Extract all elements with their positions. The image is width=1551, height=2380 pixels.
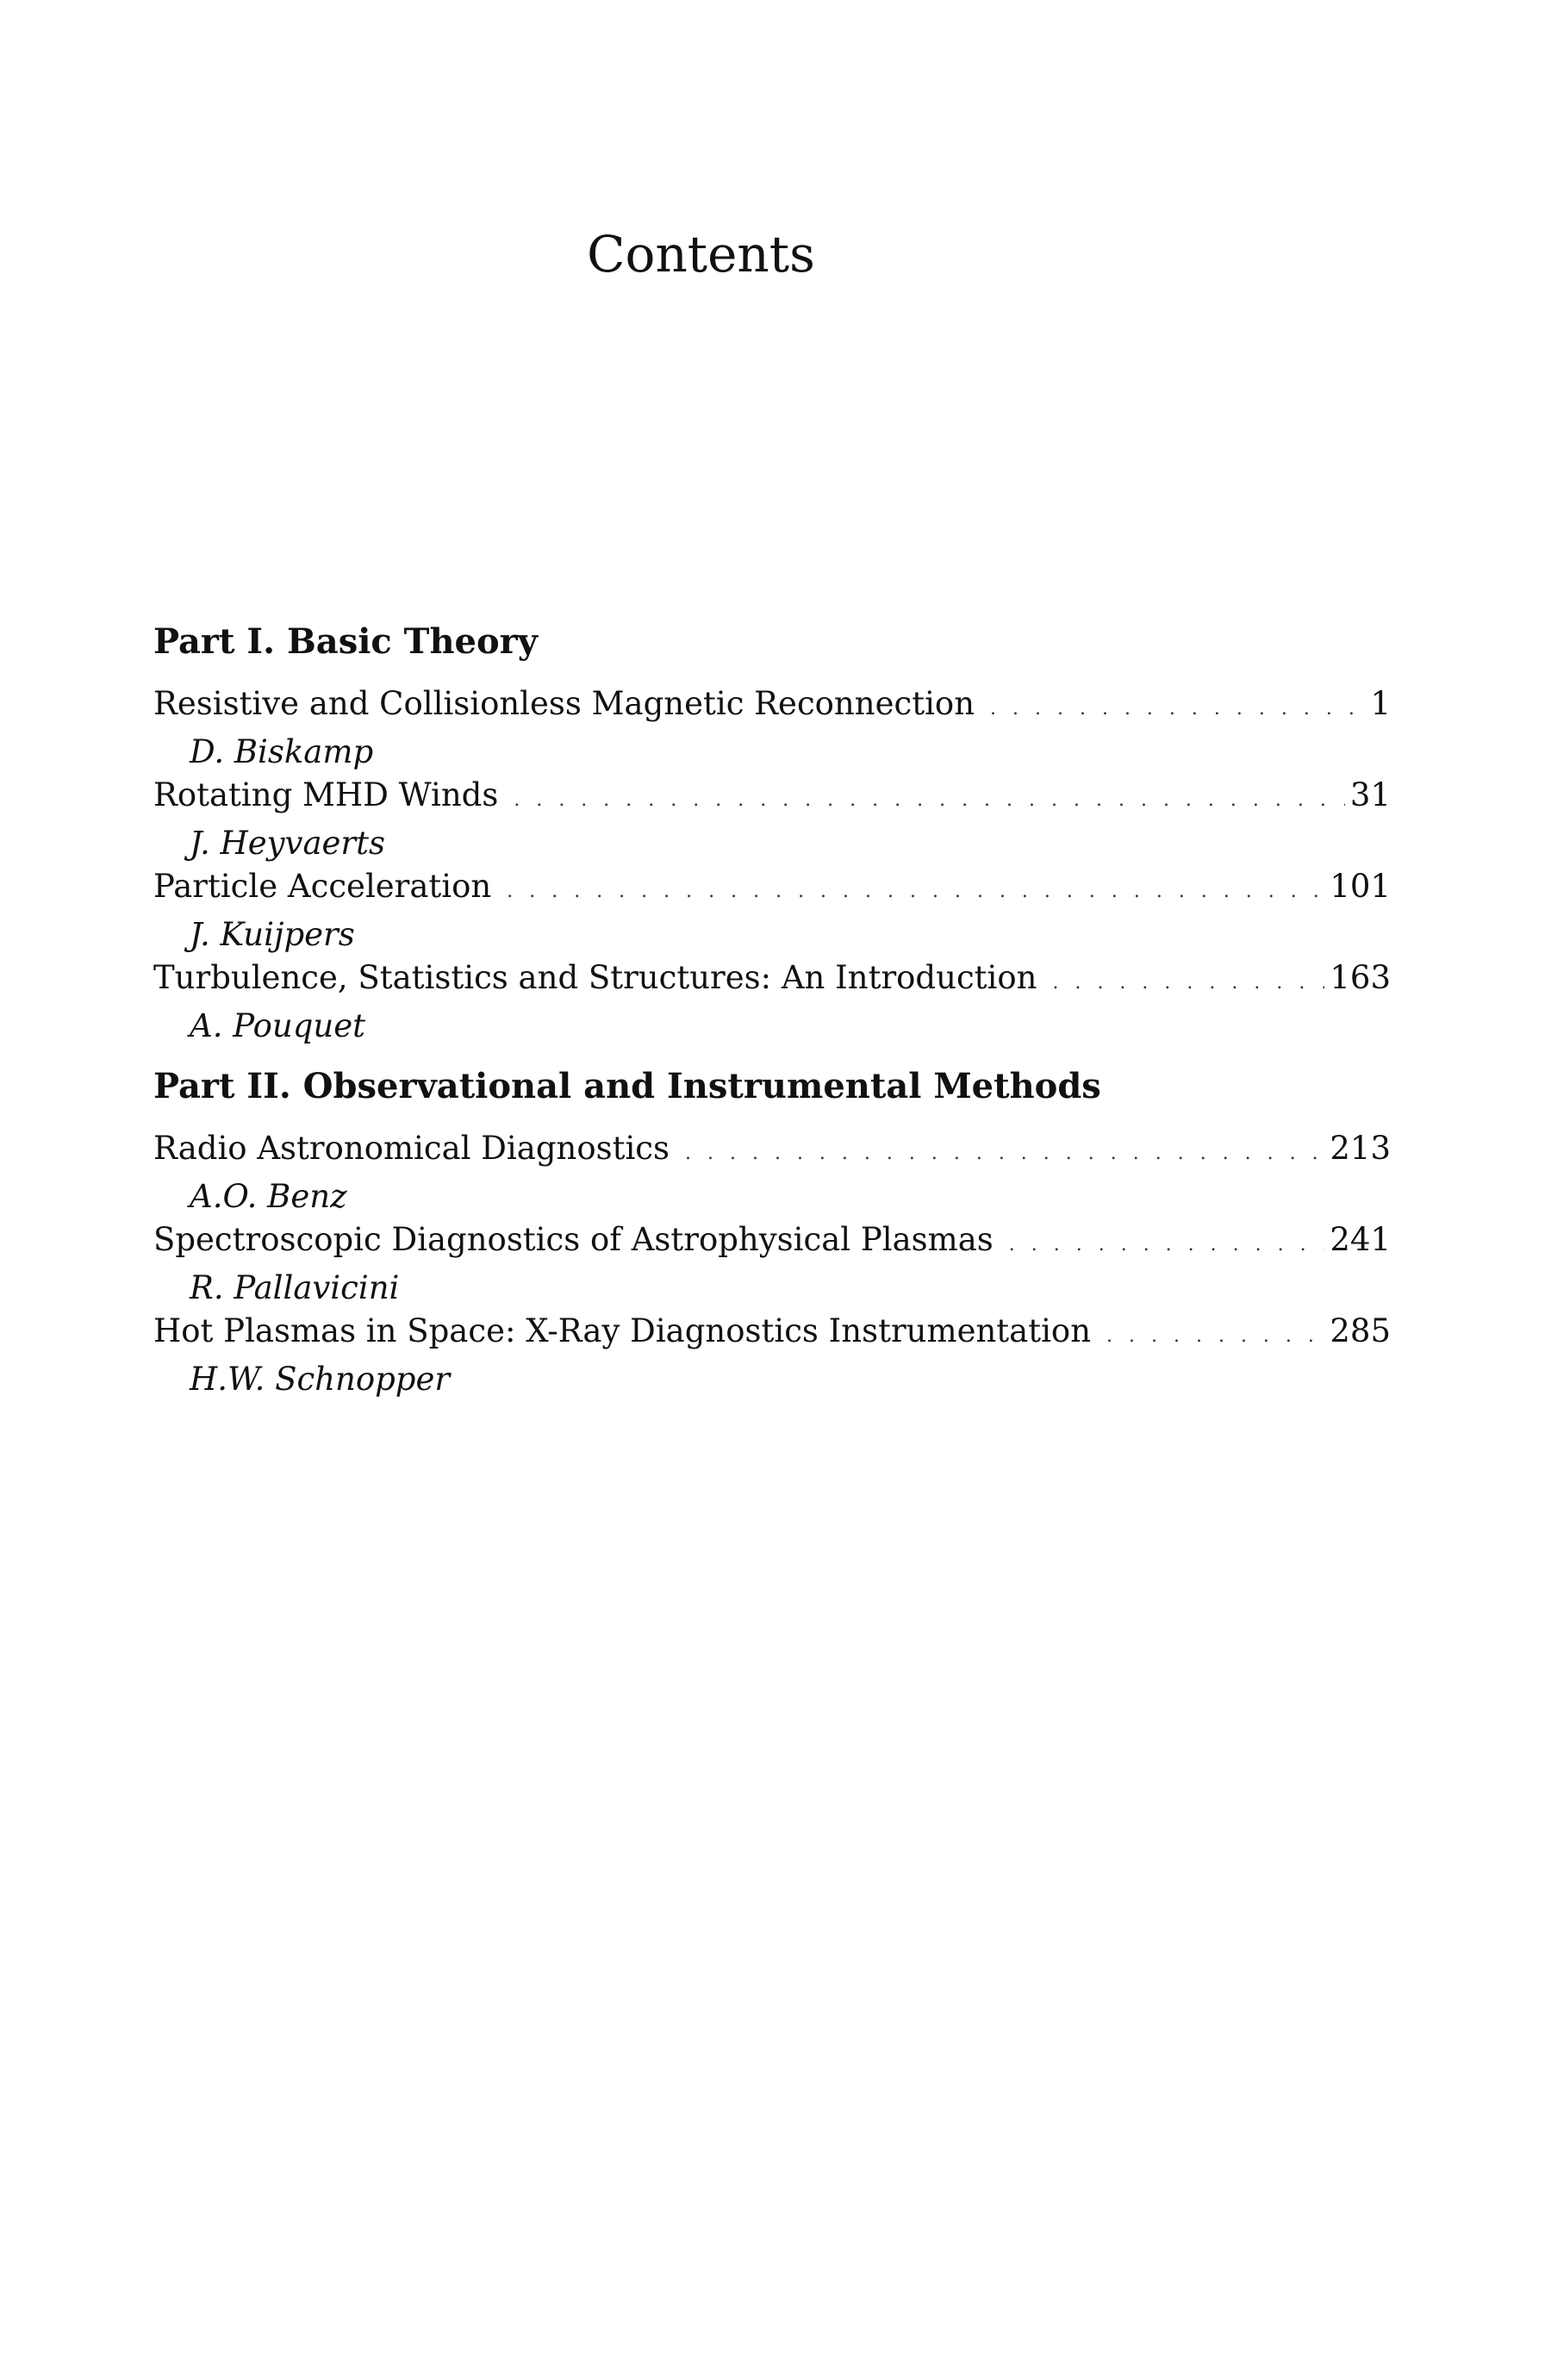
page-number: 1 bbox=[1370, 685, 1391, 722]
toc-entry-line bbox=[153, 956, 1391, 1005]
toc-entry-line bbox=[153, 1127, 1391, 1175]
entry-title: Resistive and Collisionless Magnetic Reconnection bbox=[153, 685, 975, 722]
page-number: 213 bbox=[1330, 1130, 1391, 1167]
entry-author: J. Heyvaerts bbox=[190, 825, 385, 862]
toc-entry[interactable] bbox=[153, 682, 1391, 774]
part-heading: Part II. Observational and Instrumental Methods bbox=[153, 1066, 1101, 1106]
toc-entry-line bbox=[153, 682, 1391, 731]
page-number: 285 bbox=[1330, 1312, 1391, 1349]
page-number: 163 bbox=[1330, 959, 1391, 996]
entry-author: A.O. Benz bbox=[190, 1178, 347, 1215]
entry-title: Radio Astronomical Diagnostics bbox=[153, 1130, 670, 1167]
page-number: 101 bbox=[1330, 868, 1391, 905]
toc-entry[interactable] bbox=[153, 774, 1391, 865]
entry-title: Spectroscopic Diagnostics of Astrophysical Plasmas bbox=[153, 1221, 994, 1258]
entry-title: Hot Plasmas in Space: X-Ray Diagnostics Instrumentation bbox=[153, 1312, 1092, 1349]
entry-author: R. Pallavicini bbox=[190, 1269, 400, 1306]
toc-entry[interactable] bbox=[153, 1218, 1391, 1310]
dot-leader bbox=[1009, 1224, 1325, 1267]
toc-entry[interactable] bbox=[153, 956, 1391, 1048]
toc-entry-line bbox=[153, 865, 1391, 913]
entry-author: D. Biskamp bbox=[190, 733, 374, 770]
page-title: Contents bbox=[587, 225, 815, 283]
part-heading: Part I. Basic Theory bbox=[153, 621, 538, 662]
toc-entry[interactable] bbox=[153, 1310, 1391, 1401]
entry-author: H.W. Schnopper bbox=[190, 1361, 451, 1398]
dot-leader bbox=[685, 1132, 1324, 1175]
toc-entry-line bbox=[153, 1310, 1391, 1358]
entry-title: Particle Acceleration bbox=[153, 868, 492, 905]
page-number: 241 bbox=[1330, 1221, 1391, 1258]
dot-leader bbox=[514, 779, 1345, 822]
dot-leader bbox=[1106, 1315, 1324, 1358]
part-2 bbox=[153, 1065, 1391, 1401]
toc-entry[interactable] bbox=[153, 1127, 1391, 1218]
entry-author: J. Kuijpers bbox=[190, 916, 355, 953]
entry-title: Rotating MHD Winds bbox=[153, 776, 499, 813]
toc-entry[interactable] bbox=[153, 865, 1391, 956]
part-1 bbox=[153, 620, 1391, 1048]
table-of-contents bbox=[153, 620, 1391, 1401]
dot-leader bbox=[1052, 962, 1324, 1005]
dot-leader bbox=[507, 870, 1324, 913]
entry-title: Turbulence, Statistics and Structures: An Introduction bbox=[153, 959, 1037, 996]
page-number: 31 bbox=[1349, 776, 1391, 813]
toc-entry-line bbox=[153, 774, 1391, 822]
dot-leader bbox=[990, 688, 1365, 731]
entry-author: A. Pouquet bbox=[190, 1007, 366, 1044]
toc-entry-line bbox=[153, 1218, 1391, 1267]
